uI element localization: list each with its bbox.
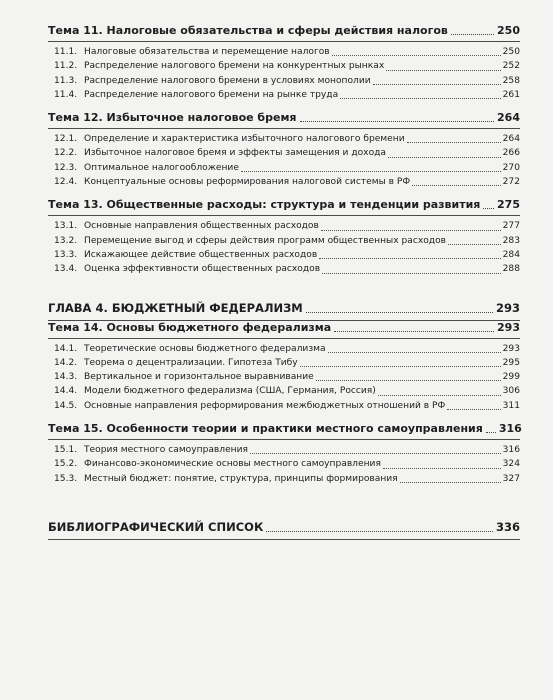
entry-title: Модели бюджетного федерализма (США, Германия, Россия): [84, 386, 376, 397]
entry-number: 13.2.: [54, 235, 78, 246]
entry-page: 288: [502, 264, 520, 275]
toc-entry: [54, 384, 520, 398]
dot-leader: [319, 258, 500, 259]
dot-leader: [388, 157, 501, 158]
topic-label: Тема 15. Особенности теории и практики местного самоуправления: [48, 422, 483, 436]
entry-page: 272: [502, 177, 520, 188]
entry-page: 258: [502, 75, 520, 86]
entry-number: 15.2.: [54, 459, 78, 470]
entry-number: 12.3.: [54, 162, 78, 173]
entry-number: 14.4.: [54, 386, 78, 397]
topic-items: [48, 129, 520, 189]
topic-page: 264: [497, 111, 520, 125]
entry-number: 14.2.: [54, 357, 78, 368]
dot-leader: [332, 55, 501, 56]
entry-page: 264: [502, 134, 520, 145]
entry-number: 14.3.: [54, 372, 78, 383]
entry-page: 327: [502, 473, 520, 484]
topics-group-a: [48, 24, 520, 277]
entry-title: Распределение налогового бремени на рынке труда: [84, 89, 339, 100]
dot-leader: [328, 352, 501, 353]
entry-title: Основные направления общественных расходов: [84, 221, 319, 232]
topic-section: [48, 422, 520, 486]
dot-leader: [412, 185, 500, 186]
toc-entry: [54, 146, 520, 160]
toc-entry: [54, 457, 520, 471]
toc-entry: [54, 443, 520, 457]
entry-title: Оптимальное налогообложение: [84, 162, 239, 173]
entry-title: Концептуальные основы реформирования налоговой системы в РФ: [84, 177, 411, 188]
dot-leader: [378, 395, 501, 396]
entry-page: 283: [502, 235, 520, 246]
table-of-contents: [48, 24, 520, 540]
topic-heading: [48, 24, 520, 42]
dot-leader: [300, 366, 501, 367]
bibliography-heading: [48, 520, 520, 540]
entry-title: Теоретические основы бюджетного федерализма: [84, 343, 326, 354]
entry-title: Распределение налогового бремени в условиях монополии: [84, 75, 371, 86]
dot-leader: [386, 70, 500, 71]
entry-title: Финансово-экономические основы местного самоуправления: [84, 459, 381, 470]
toc-entry: [54, 88, 520, 102]
topic-items: [48, 339, 520, 413]
dot-leader: [300, 121, 495, 122]
bibliography-page: 336: [495, 519, 520, 534]
topic-section: [48, 24, 520, 102]
entry-page: 299: [502, 372, 520, 383]
topic-label: Тема 11. Налоговые обязательства и сферы действия налогов: [48, 24, 448, 37]
topic-label: Тема 13. Общественные расходы: структура и тенденции развития: [48, 198, 481, 212]
toc-entry: [54, 342, 520, 356]
entry-title: Вертикальное и горизонтальное выравнивание: [84, 372, 314, 383]
entry-number: 13.4.: [54, 264, 78, 275]
toc-entry: [54, 45, 520, 59]
entry-title: Искажающее действие общественных расходов: [84, 249, 318, 260]
topic-items: [48, 440, 520, 486]
toc-entry: [54, 59, 520, 73]
entry-page: 324: [502, 459, 520, 470]
topic-heading: [48, 111, 520, 129]
entry-number: 13.1.: [54, 221, 78, 232]
entry-page: 284: [502, 249, 520, 260]
topic-items: [48, 42, 520, 102]
chapter-label: ГЛАВА 4. БЮДЖЕТНЫЙ ФЕДЕРАЛИЗМ: [48, 300, 303, 315]
dot-leader: [407, 142, 501, 143]
entry-page: 261: [502, 89, 520, 100]
topic-label: Тема 12. Избыточное налоговое бремя: [48, 111, 297, 125]
dot-leader: [483, 208, 494, 209]
toc-entry: [54, 161, 520, 175]
dot-leader: [334, 331, 494, 332]
topic-page: 316: [498, 422, 522, 436]
topic-label: Тема 14. Основы бюджетного федерализма: [48, 320, 332, 334]
entry-page: 250: [502, 47, 520, 57]
entry-page: 252: [502, 61, 520, 72]
entry-title: Оценка эффективности общественных расходов: [84, 264, 321, 275]
bibliography-label: БИБЛИОГРАФИЧЕСКИЙ СПИСОК: [48, 519, 264, 534]
entry-page: 293: [502, 343, 520, 354]
entry-page: 306: [502, 386, 520, 397]
toc-entry: [54, 399, 520, 413]
dot-leader: [250, 453, 501, 454]
entry-number: 11.3.: [54, 75, 78, 86]
entry-page: 277: [502, 221, 520, 232]
dot-leader: [316, 380, 501, 381]
dot-leader: [322, 273, 501, 274]
entry-number: 11.1.: [54, 47, 78, 57]
toc-entry: [54, 248, 520, 262]
entry-number: 12.1.: [54, 134, 78, 145]
entry-number: 14.1.: [54, 343, 78, 354]
toc-entry: [54, 356, 520, 370]
toc-entry: [54, 370, 520, 384]
entry-number: 15.3.: [54, 473, 78, 484]
chapter-page: 293: [495, 300, 520, 315]
entry-number: 15.1.: [54, 445, 78, 456]
entry-title: Избыточное налоговое бремя и эффекты замещения и дохода: [84, 148, 386, 159]
dot-leader: [447, 409, 500, 410]
topic-heading: [48, 198, 520, 216]
entry-page: 295: [502, 357, 520, 368]
entry-page: 311: [502, 400, 520, 411]
entry-number: 12.2.: [54, 148, 78, 159]
toc-entry: [54, 74, 520, 88]
topic-page: 275: [497, 198, 520, 212]
dot-leader: [373, 84, 501, 85]
entry-title: Теорема о децентрализации. Гипотеза Тибу: [84, 357, 298, 368]
toc-entry: [54, 219, 520, 233]
toc-entry: [54, 234, 520, 248]
toc-entry: [54, 132, 520, 146]
dot-leader: [400, 482, 501, 483]
entry-page: 270: [502, 162, 520, 173]
entry-title: Налоговые обязательства и перемещение налогов: [84, 47, 330, 57]
topic-heading: [48, 321, 520, 339]
entry-title: Перемещение выгод и сферы действия программ общественных расходов: [84, 235, 446, 246]
dot-leader: [451, 34, 494, 35]
toc-entry: [54, 262, 520, 276]
entry-number: 12.4.: [54, 177, 78, 188]
entry-title: Местный бюджет: понятие, структура, принципы формирования: [84, 473, 398, 484]
entry-title: Теория местного самоуправления: [84, 445, 249, 456]
entry-page: 266: [502, 148, 520, 159]
topic-section: [48, 321, 520, 413]
topic-section: [48, 198, 520, 276]
dot-leader: [266, 531, 493, 532]
topic-heading: [48, 422, 520, 440]
entry-title: Основные направления реформирования межбюджетных отношений в РФ: [84, 400, 446, 411]
dot-leader: [306, 312, 493, 313]
entry-number: 13.3.: [54, 249, 78, 260]
toc-entry: [54, 175, 520, 189]
topics-group-b: [48, 321, 520, 486]
dot-leader: [340, 98, 500, 99]
entry-title: Распределение налогового бремени на конкурентных рынках: [84, 61, 385, 72]
dot-leader: [241, 171, 501, 172]
dot-leader: [383, 468, 501, 469]
toc-entry: [54, 472, 520, 486]
topic-items: [48, 216, 520, 276]
entry-page: 316: [502, 445, 520, 456]
topic-page: 250: [497, 24, 520, 37]
dot-leader: [321, 230, 501, 231]
topic-section: [48, 111, 520, 189]
topic-page: 293: [497, 320, 520, 334]
entry-title: Определение и характеристика избыточного налогового бремени: [84, 134, 405, 145]
entry-number: 11.2.: [54, 61, 78, 72]
entry-number: 14.5.: [54, 400, 78, 411]
dot-leader: [448, 244, 501, 245]
entry-number: 11.4.: [54, 89, 78, 100]
dot-leader: [486, 432, 496, 433]
chapter-4-heading: [48, 301, 520, 321]
